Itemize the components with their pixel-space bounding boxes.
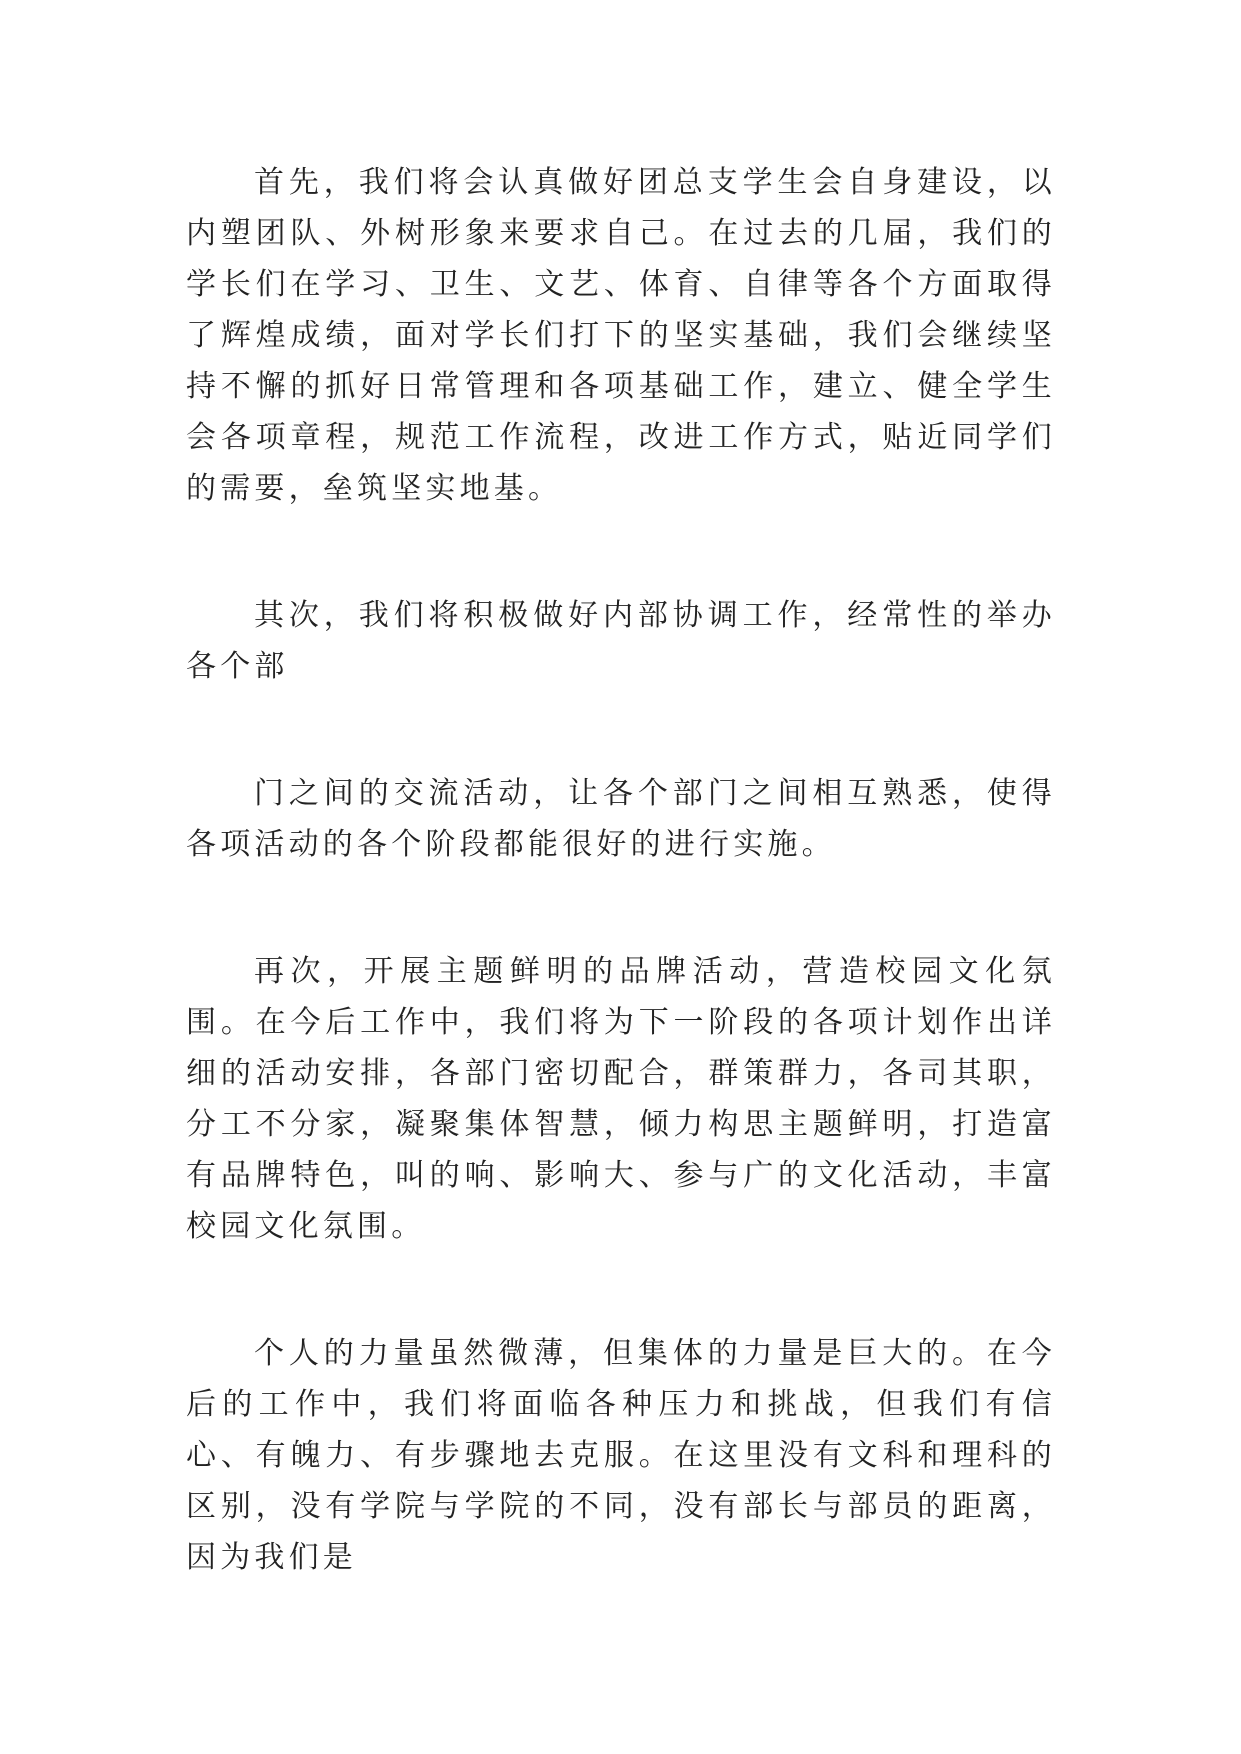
paragraph-brand-activities: 再次，开展主题鲜明的品牌活动，营造校园文化氛围。在今后工作中，我们将为下一阶段的各项计划作出详细的活动安排，各部门密切配合，群策群力，各司其职，分工不分家，凝聚集体智慧，倾力构思主题鲜明，打造富有品牌特色，叫的响、影响大、参与广的文化活动，丰富校园文化氛围。 <box>186 954 1056 1244</box>
paragraph-collective-strength: 个人的力量虽然微薄，但集体的力量是巨大的。在今后的工作中，我们将面临各种压力和挑战，但我们有信心、有魄力、有步骤地去克服。在这里没有文科和理科的区别，没有学院与学院的不同，没有部长与部员的距离，因为我们是 <box>186 1336 1056 1575</box>
paragraph-self-construction: 首先，我们将会认真做好团总支学生会自身建设，以内塑团队、外树形象来要求自己。在过去的几届，我们的学长们在学习、卫生、文艺、体育、自律等各个方面取得了辉煌成绩，面对学长们打下的坚实基础，我们会继续坚持不懈的抓好日常管理和各项基础工作，建立、健全学生会各项章程，规范工作流程，改进工作方式，贴近同学们的需要，垒筑坚实地基。 <box>186 165 1056 506</box>
paragraph-internal-coordination: 其次，我们将积极做好内部协调工作，经常性的举办各个部 <box>186 598 1056 684</box>
document-body <box>186 157 1056 1583</box>
paragraph-department-exchange: 门之间的交流活动，让各个部门之间相互熟悉，使得各项活动的各个阶段都能很好的进行实施。 <box>186 776 1056 862</box>
